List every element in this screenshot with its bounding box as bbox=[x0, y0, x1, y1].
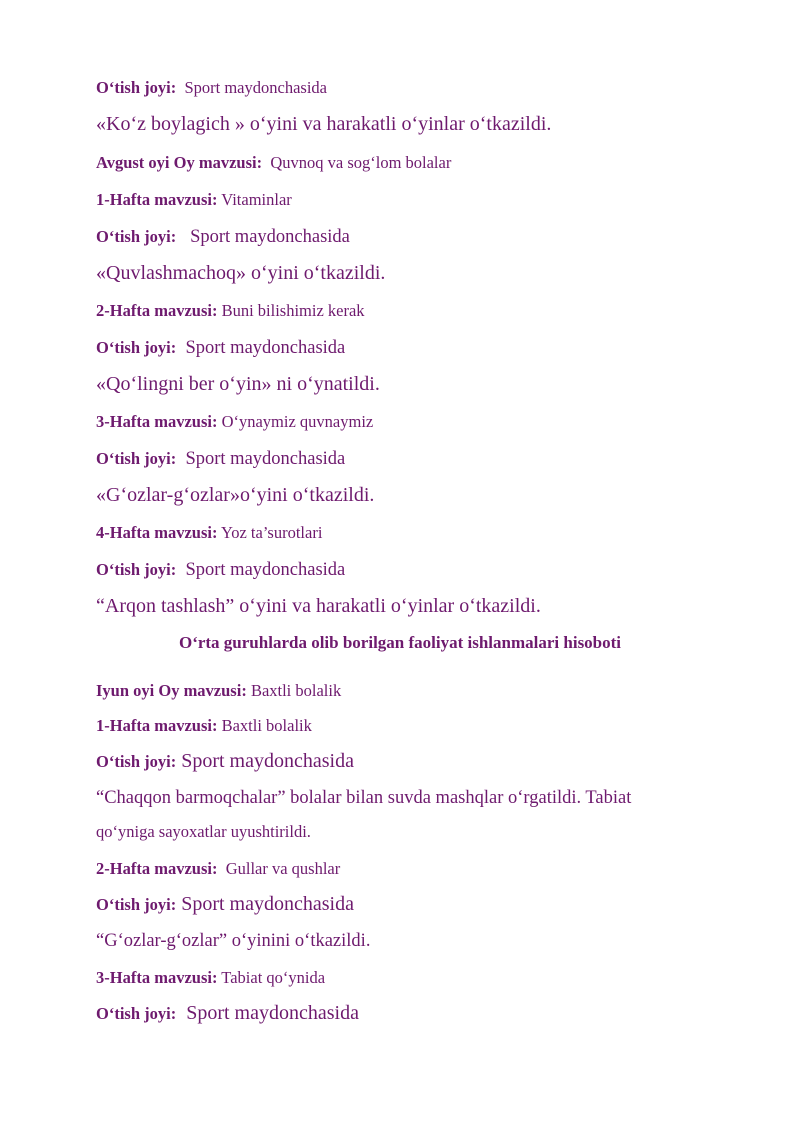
field-label: O‘tish joyi: bbox=[96, 1004, 177, 1023]
field-value: Tabiat qo‘ynida bbox=[217, 968, 326, 987]
field-value: Sport maydonchasida bbox=[176, 449, 346, 469]
field-value: Sport maydonchasida bbox=[176, 560, 346, 580]
location-line bbox=[96, 78, 327, 98]
paragraph-text: «G‘ozlar-g‘ozlar»o‘yini o‘tkazildi. bbox=[96, 484, 375, 506]
paragraph-text: “Chaqqon barmoqchalar” bolalar bilan suvda mashqlar o‘rgatildi. Tabiat bbox=[96, 788, 632, 808]
week-topic-line bbox=[96, 523, 322, 543]
field-value: Sport maydonchasida bbox=[176, 750, 354, 772]
week-topic-line bbox=[96, 859, 340, 879]
field-label: O‘tish joyi: bbox=[96, 752, 177, 771]
paragraph-text: “Arqon tashlash” o‘yini va harakatli o‘yinlar o‘tkazildi. bbox=[96, 595, 541, 617]
field-value: Baxtli bolalik bbox=[246, 681, 342, 700]
week-topic-line bbox=[96, 716, 312, 736]
paragraph-text: «Ko‘z boylagich » o‘yini va harakatli o‘yinlar o‘tkazildi. bbox=[96, 113, 552, 135]
field-label: 2-Hafta mavzusi: bbox=[96, 301, 218, 320]
field-label: O‘tish joyi: bbox=[96, 338, 177, 357]
field-label: 3-Hafta mavzusi: bbox=[96, 412, 218, 431]
paragraph-text: “G‘ozlar-g‘ozlar” o‘yinini o‘tkazildi. bbox=[96, 931, 371, 951]
field-value: Vitaminlar bbox=[217, 190, 292, 209]
field-value: Baxtli bolalik bbox=[217, 716, 312, 735]
field-label: Avgust oyi Oy mavzusi: bbox=[96, 153, 263, 172]
location-line bbox=[96, 449, 345, 470]
field-label: O‘tish joyi: bbox=[96, 449, 177, 468]
month-topic-line bbox=[96, 153, 451, 173]
field-label: O‘tish joyi: bbox=[96, 895, 177, 914]
field-label: 3-Hafta mavzusi: bbox=[96, 968, 218, 987]
paragraph-text: «Quvlashmachoq» o‘yini o‘tkazildi. bbox=[96, 262, 386, 284]
month-topic-line bbox=[96, 681, 341, 701]
week-topic-line bbox=[96, 190, 292, 210]
field-value: O‘ynaymiz quvnaymiz bbox=[217, 412, 374, 431]
field-label: 1-Hafta mavzusi: bbox=[96, 190, 218, 209]
field-value: Buni bilishimiz kerak bbox=[217, 301, 365, 320]
field-label: O‘tish joyi: bbox=[96, 227, 177, 246]
field-label: 4-Hafta mavzusi: bbox=[96, 523, 218, 542]
field-value: Sport maydonchasida bbox=[176, 78, 327, 97]
week-topic-line bbox=[96, 412, 373, 432]
field-label: O‘tish joyi: bbox=[96, 560, 177, 579]
field-value: Sport maydonchasida bbox=[176, 1002, 359, 1024]
field-value: Sport maydonchasida bbox=[176, 227, 350, 247]
week-topic-line bbox=[96, 968, 325, 988]
paragraph-text: qo‘yniga sayoxatlar uyushtirildi. bbox=[96, 822, 311, 841]
paragraph-text: «Qo‘lingni ber o‘yin» ni o‘ynatildi. bbox=[96, 373, 380, 395]
location-line bbox=[96, 227, 350, 248]
field-label: Iyun oyi Oy mavzusi: bbox=[96, 681, 247, 700]
field-value: Quvnoq va sog‘lom bolalar bbox=[262, 153, 452, 172]
field-value: Sport maydonchasida bbox=[176, 893, 354, 915]
location-line bbox=[96, 338, 345, 359]
field-label: O‘tish joyi: bbox=[96, 78, 177, 97]
week-topic-line bbox=[96, 301, 365, 321]
location-line bbox=[96, 560, 345, 581]
location-line bbox=[96, 893, 354, 916]
field-value: Gullar va qushlar bbox=[217, 859, 341, 878]
field-label: 1-Hafta mavzusi: bbox=[96, 716, 218, 735]
location-line bbox=[96, 750, 354, 773]
field-value: Sport maydonchasida bbox=[176, 338, 346, 358]
location-line bbox=[96, 1002, 359, 1025]
field-value: Yoz ta’surotlari bbox=[217, 523, 323, 542]
field-label: 2-Hafta mavzusi: bbox=[96, 859, 218, 878]
section-heading: O‘rta guruhlarda olib borilgan faoliyat ishlanmalari hisoboti bbox=[178, 633, 622, 652]
